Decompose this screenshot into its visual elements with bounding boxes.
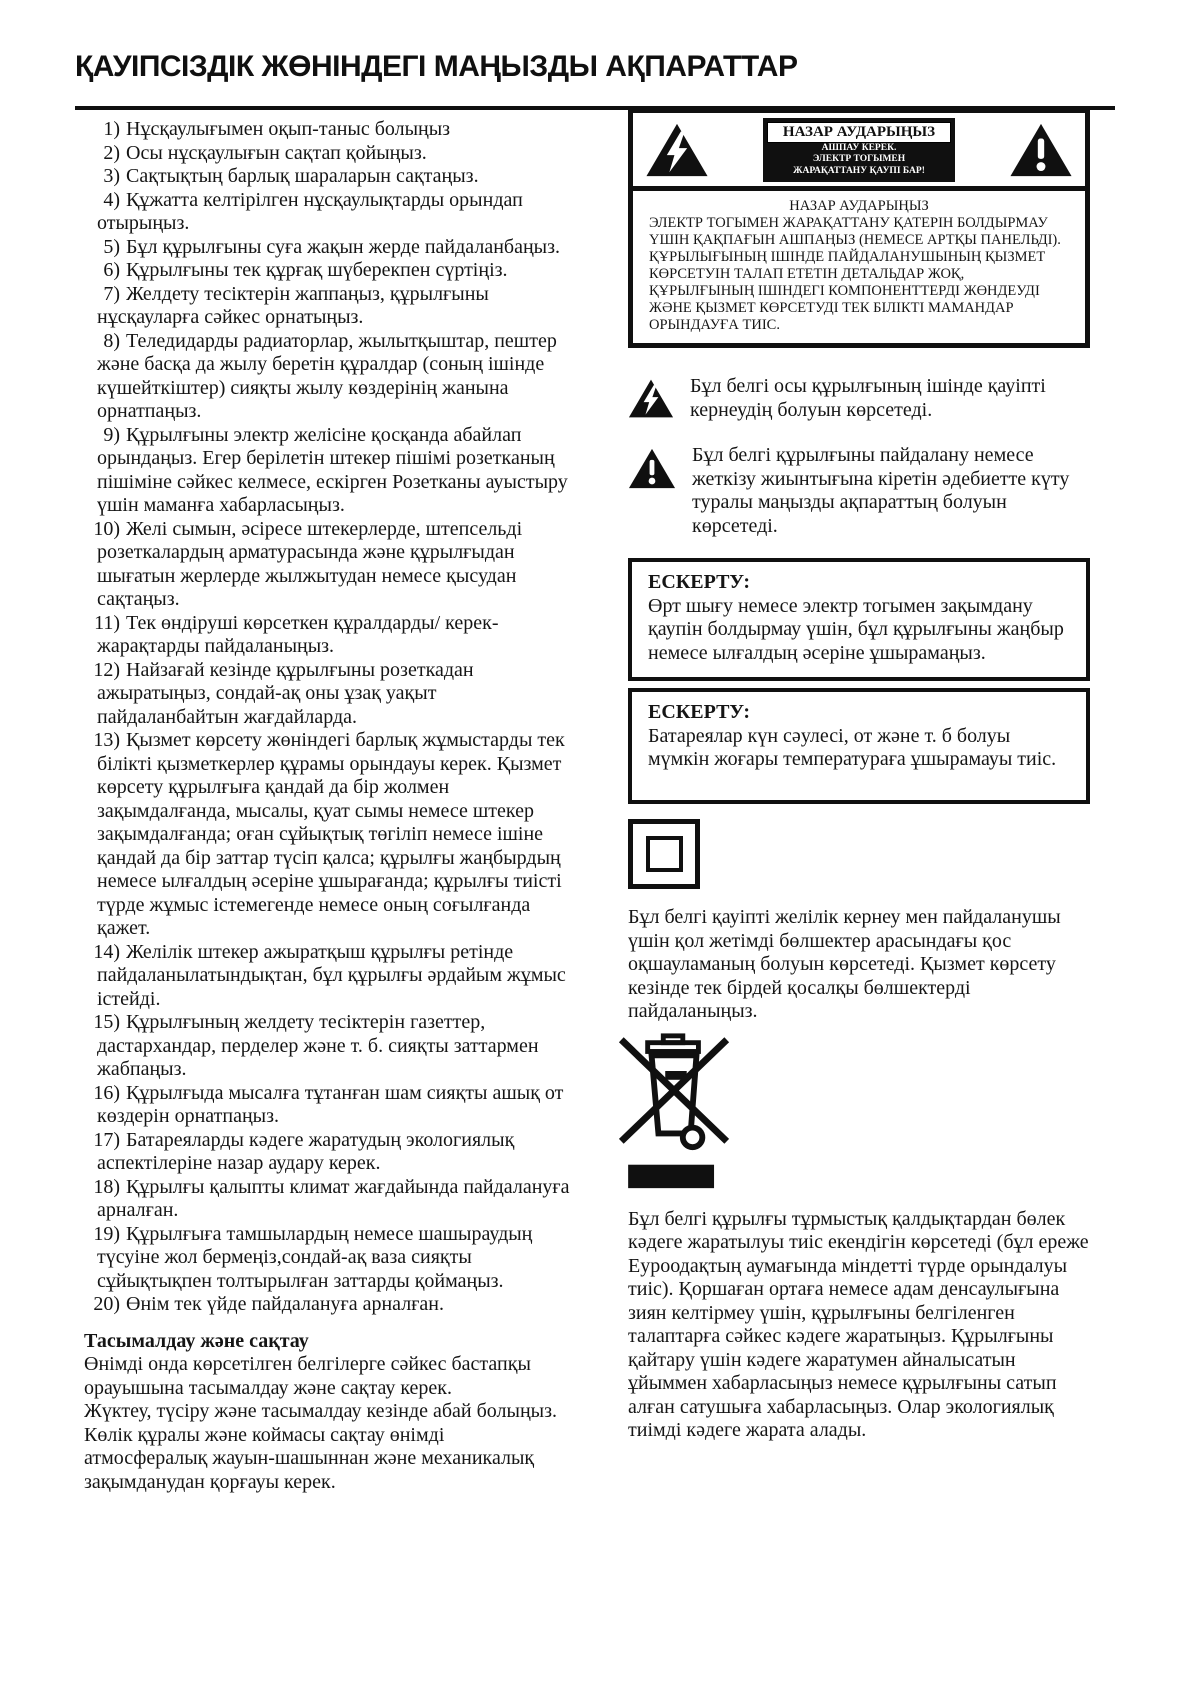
list-item xyxy=(84,330,570,424)
list-item-text: Осы нұсқаулығын сақтап қойыңыз. xyxy=(126,141,427,164)
list-item-number: 6) xyxy=(103,259,120,281)
exclamation-triangle-icon xyxy=(628,447,676,490)
list-item-number: 14) xyxy=(93,940,120,963)
list-item xyxy=(84,1223,570,1294)
list-item-text: Желілік штекер ажыратқыш құрылғы ретінде пайдаланылатындықтан, бұл құрылғы әрдайым жұмыс істейді. xyxy=(97,940,566,1010)
list-item xyxy=(84,283,570,330)
list-item-number: 2) xyxy=(103,141,120,164)
double-insulation-icon xyxy=(628,819,700,889)
list-item-number: 8) xyxy=(103,329,120,352)
list-item-text: Құрылғыны тек құрғақ шүберекпен сүртіңіз. xyxy=(126,259,508,281)
list-item xyxy=(84,612,570,659)
warning-box xyxy=(628,108,1090,348)
list-item-text: Құжатта келтірілген нұсқаулықтарды орындап отырыңыз. xyxy=(97,188,523,234)
list-item-text: Құрылғының желдету тесіктерін газеттер, дастархандар, перделер және т. б. сияқты заттармен жабпаңыз. xyxy=(97,1011,539,1080)
caution-text: Батареялар күн сәулесі, от және т. б болуы мүмкін жоғары температураға ұшырамауы тиіс. xyxy=(648,724,1057,770)
list-item-text: Сақтықтың барлық шараларын сақтаңыз. xyxy=(126,165,479,187)
list-item xyxy=(84,189,570,236)
list-item-number: 9) xyxy=(103,423,120,446)
list-item-text: Өнім тек үйде пайдалануға арналған. xyxy=(126,1293,444,1315)
list-item-text: Құрылғыға тамшылардың немесе шашыраудың түсуіне жол бермеңіз,сондай-ақ ваза сияқты сұйықтықпен толтырылған заттарды қоймаңыз. xyxy=(97,1222,533,1292)
safety-list xyxy=(84,118,570,1317)
list-item xyxy=(84,1176,570,1223)
list-item-text: Құрылғыда мысалға тұтанған шам сияқты ашық от көздерін орнатпаңыз. xyxy=(97,1081,564,1127)
list-item xyxy=(84,1011,570,1082)
transport-paragraph: Көлік құралы және коймасы сақтау өнімді атмосфералық жауын-шашыннан және механикалық зақымданудан қорғауы керек. xyxy=(84,1423,535,1493)
list-item xyxy=(84,941,570,1012)
caution-box xyxy=(628,558,1090,681)
list-item-text: Қызмет көрсету жөніндегі барлық жұмыстарды тек білікті қызметкерлер құрамы орындауы керек. Қызмет көрсету құрылғыға қандай да бір жолмен зақымдалғанда, мысалы, қуат сымы немесе штекер зақымдалғанда; оған сұйықтық төгіліп немесе ішіне қандай да бір заттар түсіп қалса; құрылғы жаңбырдың немесе ылғалдың әсеріне ұшырағанда; құрылғы тиісті түрде жұмыс істемегенде немесе оның соғылғанда қажет. xyxy=(97,729,565,939)
warning-box-header xyxy=(633,113,1085,191)
list-item xyxy=(84,165,570,189)
weee-bin-icon xyxy=(616,1030,734,1194)
warning-box-body xyxy=(633,191,1085,343)
list-item xyxy=(84,236,570,260)
list-item-number: 16) xyxy=(93,1081,120,1104)
list-item-number: 7) xyxy=(103,282,120,305)
page-title: ҚАУІПСІЗДІК ЖӨНІНДЕГІ МАҢЫЗДЫ АҚПАРАТТАР xyxy=(75,50,798,83)
note-text: Бұл белгі осы құрылғының ішінде қауіпті кернеудің болуын көрсетеді. xyxy=(690,375,1046,421)
symbols-column xyxy=(628,108,1090,1443)
double-insulation-inner-square xyxy=(646,836,683,872)
list-item-number: 4) xyxy=(103,188,120,211)
caution-heading: ЕСКЕРТУ: xyxy=(648,701,751,723)
warning-label-line: ЭЛЕКТР ТОГЫМЕН xyxy=(812,154,906,165)
transport-heading: Тасымалдау және сақтау xyxy=(84,1329,309,1352)
list-item-number: 15) xyxy=(93,1011,120,1033)
list-item xyxy=(84,659,570,730)
list-item-text: Нұсқаулығымен оқып-таныс болыңыз xyxy=(126,118,451,140)
list-item xyxy=(84,424,570,518)
caution-heading: ЕСКЕРТУ: xyxy=(648,571,751,593)
list-item xyxy=(84,1082,570,1129)
weee-note: Бұл белгі құрылғы тұрмыстық қалдықтардан бөлек кәдеге жаратылуы тиіс екендігін көрсетеді (бұл ереже Еуроодақтың аумағында міндетті түрде орындалуы тиіс). Қоршаған ортаға немесе адам денсаулығына зиян келтірмеу үшін, құрылғыны белгіленген талаптарға сәйкес кәдеге жаратыңыз. Құрылғыны қайтару үшін кәдеге жаратумен айналысатын ұйыммен хабарласыңыз немесе құрылғыны сатып алған сатушыға хабарласыңыз. Олар экологиялық тиімді кәдеге жарата алады. xyxy=(628,1207,1089,1441)
transport-paragraph: Өнімді онда көрсетілген белгілерге сәйкес бастапқы орауышына тасымалдау және сақтау керек. xyxy=(84,1353,531,1399)
caution-text: Өрт шығу немесе электр тогымен зақымдану қаупін болдырмау үшін, бұл құрылғыны жаңбыр немесе ылғалдың әсеріне ұшырамаңыз. xyxy=(648,594,1064,664)
list-item-number: 11) xyxy=(94,611,120,634)
list-item-number: 3) xyxy=(103,165,120,187)
list-item-text: Найзағай кезінде құрылғыны розеткадан ажыратыңыз, сондай-ақ оны ұзақ уақыт пайдаланбайтын жағдайларда. xyxy=(97,658,474,728)
list-item-text: Тек өндіруші көрсеткен құралдарды/ керек-жарақтарды пайдаланыңыз. xyxy=(97,611,499,657)
transport-section xyxy=(84,1353,570,1494)
list-item-number: 19) xyxy=(93,1222,120,1245)
warning-body-title: НАЗАР АУДАРЫҢЫЗ xyxy=(789,198,929,214)
list-item-number: 12) xyxy=(93,658,120,681)
warning-label-title: НАЗАР АУДАРЫҢЫЗ xyxy=(767,122,951,143)
list-item xyxy=(84,518,570,612)
list-item xyxy=(84,118,570,142)
important-literature-note xyxy=(628,444,1090,538)
list-item-text: Теледидарды радиаторлар, жылытқыштар, пештер және басқа да жылу беретін құралдар (соның ішінде күшейткіштер) сияқты жылу көздерінің жанына орнатпаңыз. xyxy=(97,329,557,422)
list-item-text: Құрылғыны электр желісіне қосқанда абайлап орындаңыз. Егер берілетін штекер пішімі розетканың пішіміне сәйкес келмесе, ескірген Розетканы ауыстыру үшін маманға хабарласыңыз. xyxy=(97,423,568,516)
list-item xyxy=(84,1293,570,1317)
warning-label-line: АШПАУ КЕРЕК. xyxy=(821,142,897,153)
list-item-text: Желі сымын, әсіресе штекерлерде, штепсельді розеткалардың арматурасында және құрылғыдан шығатын жерлерде жылжытудан немесе қысудан сақтаңыз. xyxy=(97,517,523,610)
double-insulation-note: Бұл белгі қауіпті желілік кернеу мен пайдаланушы үшін қол жетімді бөлшектер арасындағы қос оқшауламаның болуын көрсетеді. Қызмет көрсету кезінде тек бірдей қосалқы бөлшектерді пайдаланыңыз. xyxy=(628,906,1061,1022)
list-item-text: Батареяларды кәдеге жаратудың экологиялық аспектілеріне назар аудару керек. xyxy=(97,1128,515,1174)
list-item-text: Құрылғы қалыпты климат жағдайында пайдалануға арналған. xyxy=(97,1175,570,1221)
list-item-text: Желдету тесіктерін жаппаңыз, құрылғыны нұсқауларға сәйкес орнатыңыз. xyxy=(97,282,489,328)
list-item-number: 17) xyxy=(93,1128,120,1151)
list-item-number: 5) xyxy=(103,235,120,258)
list-item-number: 20) xyxy=(93,1293,120,1315)
warning-body-text: ЭЛЕКТР ТОГЫМЕН ЖАРАҚАТТАНУ ҚАТЕРІН БОЛДЫРМАУ ҮШІН ҚАҚПАҒЫН АШПАҢЫЗ (НЕМЕСЕ АРТҚЫ ПАНЕЛЬДІ). ҚҰРЫЛЫҒЫНЫҢ ІШІНДЕ ПАЙДАЛАНУШЫНЫҢ ҚЫЗМЕТ КӨРСЕТУІН ТАЛАП ЕТЕТІН ДЕТАЛЬДАР ЖОҚ, ҚҰРЫЛҒЫНЫҢ ІШІНДЕГІ КОМПОНЕНТТЕРДІ ЖӨНДЕУДІ ЖӘНЕ ҚЫЗМЕТ КӨРСЕТУДІ ТЕК БІЛІКТІ МАМАНДАР ОРЫНДАУҒА ТИІС. xyxy=(649,215,1061,333)
warning-label-line: ЖАРАҚАТТАНУ ҚАУПІ БАР! xyxy=(793,165,925,176)
list-item xyxy=(84,729,570,941)
list-item xyxy=(84,1129,570,1176)
hazard-voltage-note xyxy=(628,375,1090,422)
list-item-number: 10) xyxy=(93,517,120,540)
list-item-number: 1) xyxy=(103,118,120,140)
transport-paragraph: Жүктеу, түсіру және тасымалдау кезінде абай болыңыз. xyxy=(84,1400,557,1422)
caution-box xyxy=(628,688,1090,804)
exclamation-triangle-icon xyxy=(1009,122,1073,178)
list-item-text: Бұл құрылғыны суға жақын жерде пайдаланбаңыз. xyxy=(126,235,561,258)
lightning-triangle-icon xyxy=(645,122,709,178)
list-item xyxy=(84,142,570,166)
list-item xyxy=(84,259,570,283)
warning-label-box xyxy=(763,118,955,182)
lightning-triangle-icon xyxy=(628,378,674,419)
list-item-number: 13) xyxy=(93,729,120,751)
safety-instructions-column xyxy=(84,118,570,1494)
note-text: Бұл белгі құрылғыны пайдалану немесе жеткізу жиынтығына кіретін әдебиетте күту туралы маңызды ақпараттың болуын көрсетеді. xyxy=(692,444,1070,537)
list-item-number: 18) xyxy=(93,1175,120,1198)
